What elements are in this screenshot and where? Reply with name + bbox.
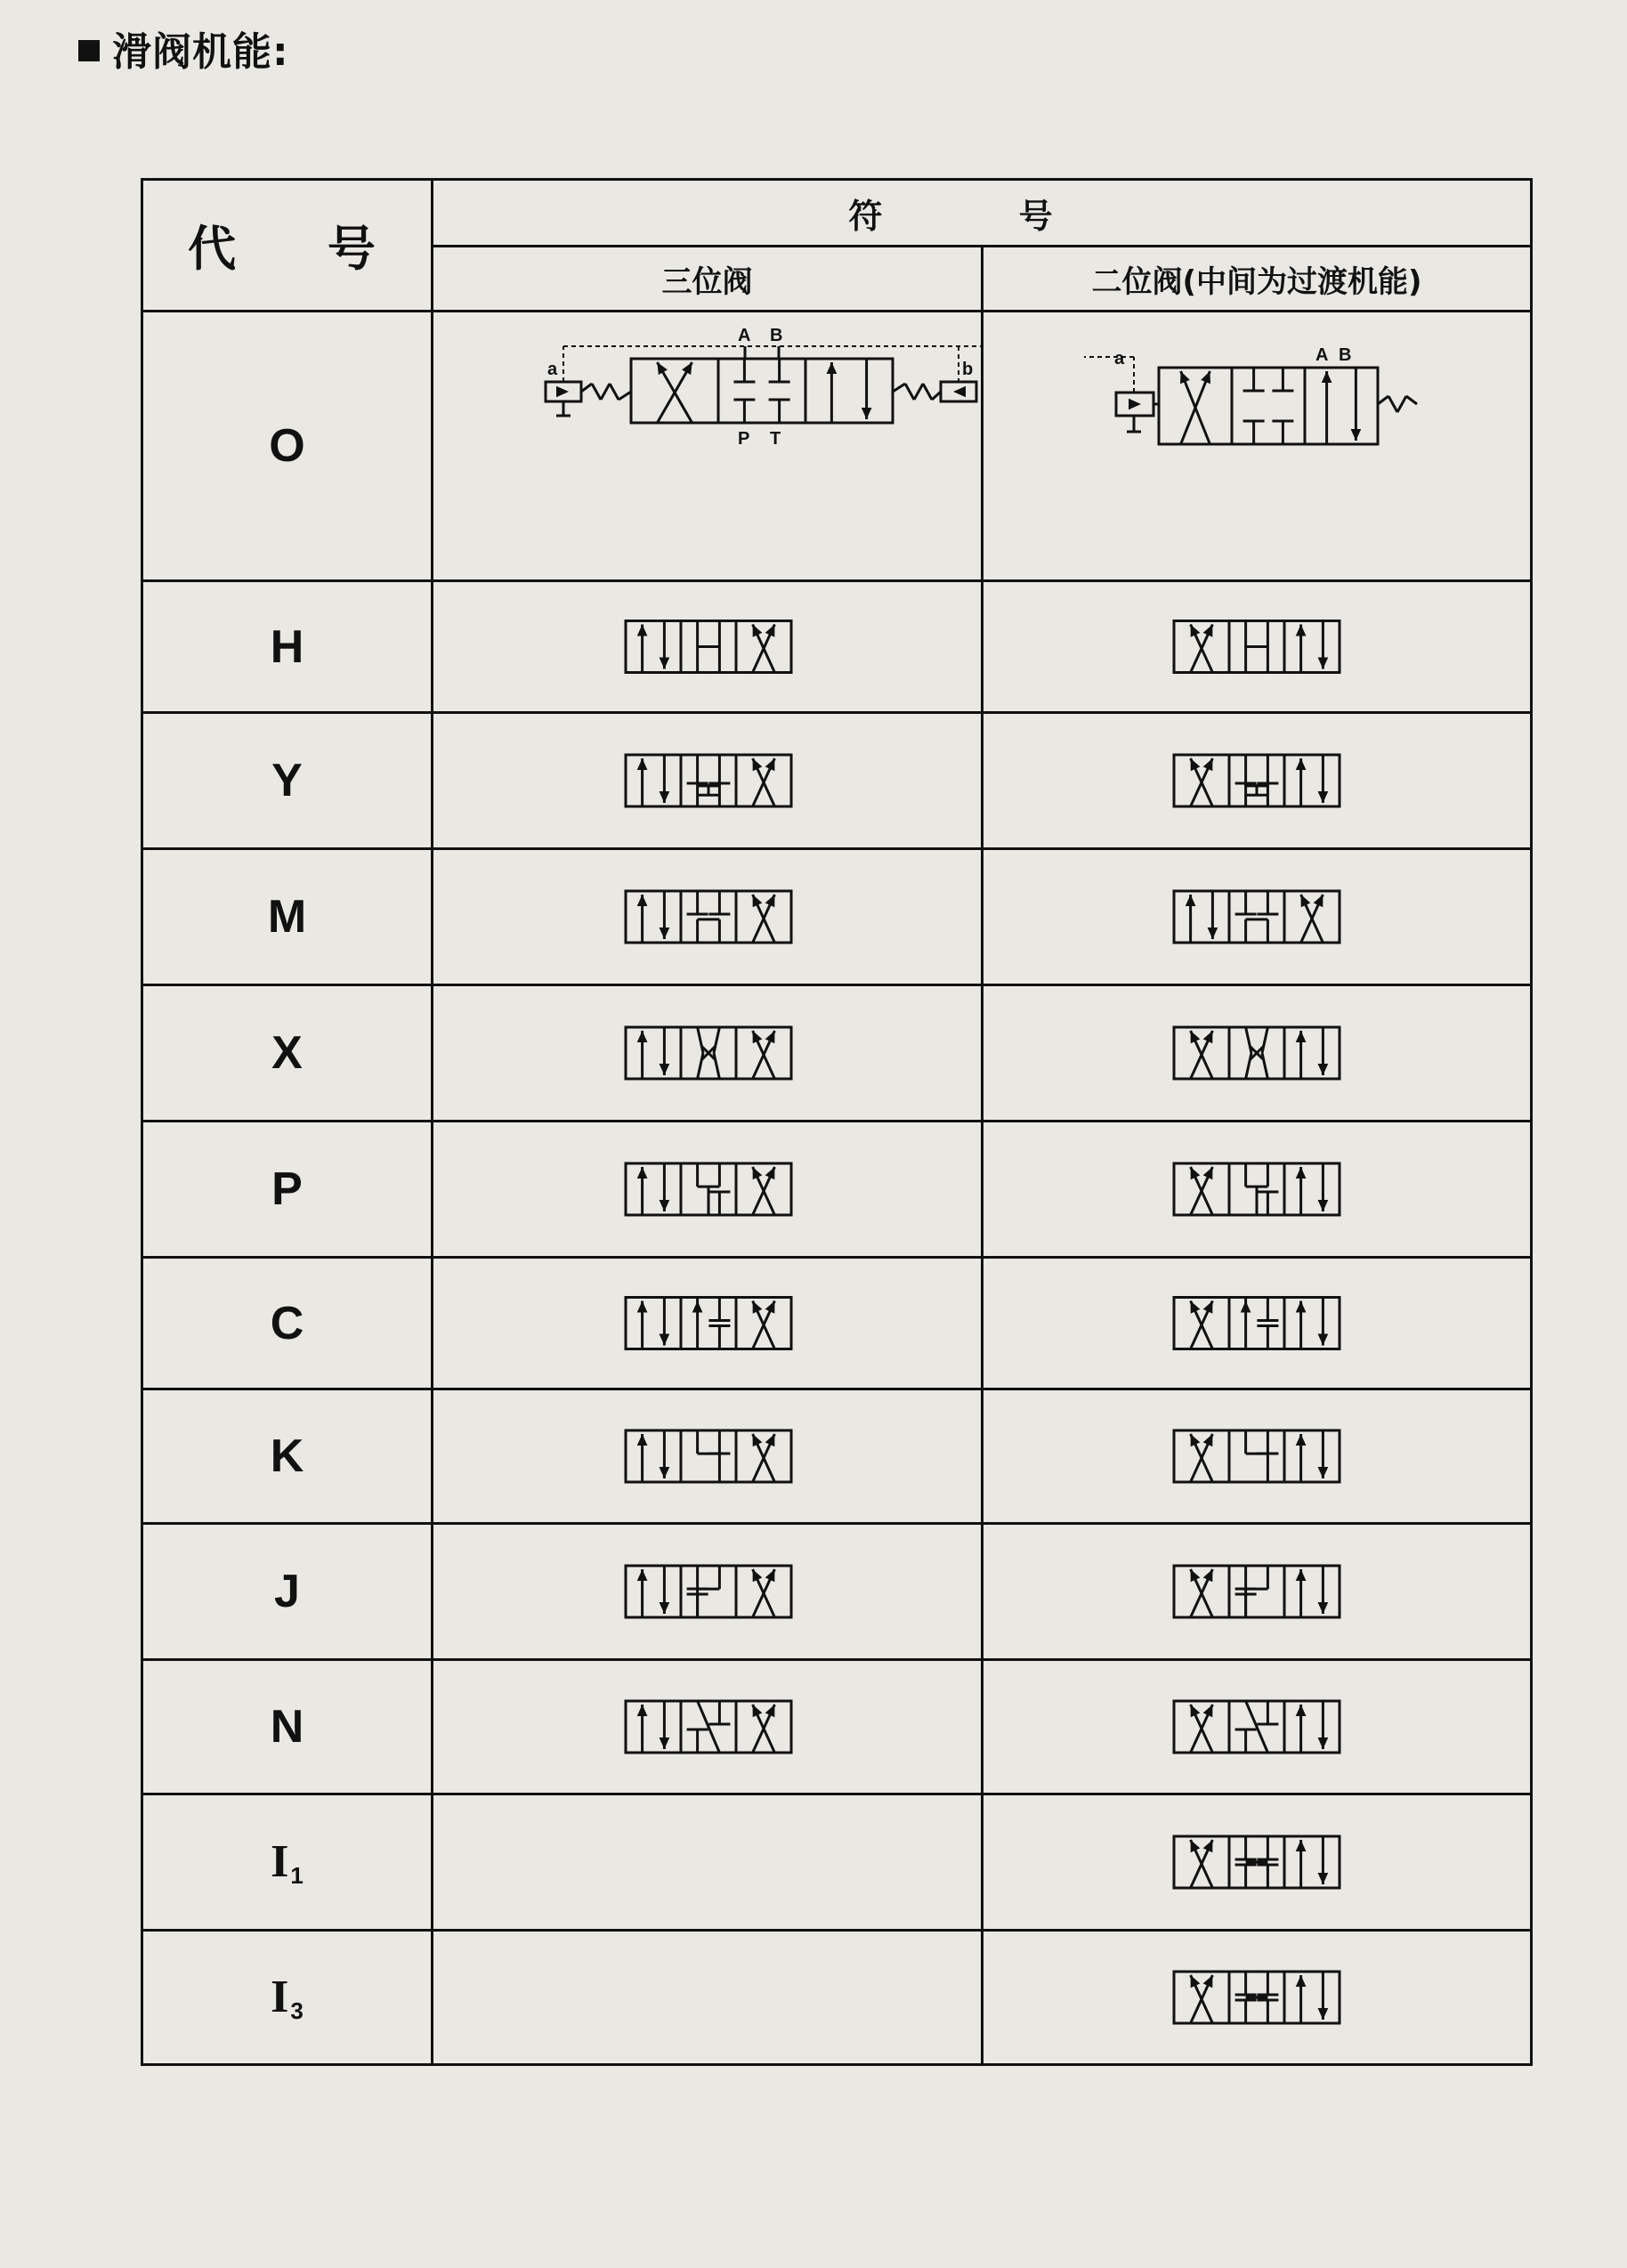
two-position-symbol	[983, 1660, 1532, 1794]
table-row	[142, 312, 1532, 581]
two-position-header: 二位阀(中间为过渡机能)	[983, 247, 1532, 312]
function-code: M	[142, 849, 433, 985]
port-label: A	[1315, 345, 1329, 365]
code-header: 代 号	[142, 180, 433, 312]
two-position-symbol	[983, 581, 1532, 713]
table-row	[142, 1660, 1532, 1794]
section-title: 滑阀机能:	[78, 20, 289, 77]
function-code: N	[142, 1660, 433, 1794]
function-code: $I_1$	[142, 1794, 433, 1931]
three-position-symbol	[433, 1389, 983, 1524]
valve-m-2pos-icon	[999, 850, 1515, 984]
three-position-symbol	[433, 1660, 983, 1794]
port-label: b	[962, 360, 974, 379]
valve-j-3pos-icon	[433, 1525, 983, 1658]
table-row	[142, 1931, 1532, 2065]
function-code: P	[142, 1122, 433, 1258]
function-code: O	[142, 312, 433, 581]
two-position-symbol	[983, 1931, 1532, 2065]
valve-p-2pos-icon	[999, 1122, 1515, 1256]
three-position-symbol	[433, 1122, 983, 1258]
valve-c-2pos-icon	[999, 1259, 1515, 1388]
port-label: a	[547, 360, 558, 379]
port-label: B	[1339, 345, 1352, 365]
two-position-symbol	[983, 312, 1532, 581]
valve-n-3pos-icon	[433, 1661, 983, 1793]
two-position-symbol	[983, 849, 1532, 985]
function-code: C	[142, 1258, 433, 1389]
valve-x-2pos-icon	[999, 986, 1515, 1120]
port-label: a	[1114, 349, 1125, 369]
table-row	[142, 1389, 1532, 1524]
three-position-symbol	[433, 1258, 983, 1389]
three-position-symbol	[433, 1524, 983, 1660]
two-position-symbol	[983, 1794, 1532, 1931]
function-code: H	[142, 581, 433, 713]
two-position-symbol	[983, 1524, 1532, 1660]
two-position-symbol	[983, 1122, 1532, 1258]
symbol-header: 符 号	[433, 180, 1532, 247]
valve-y-2pos-icon	[999, 714, 1515, 847]
table-row	[142, 713, 1532, 849]
port-label: P	[738, 429, 750, 449]
table-row	[142, 1122, 1532, 1258]
function-code: K	[142, 1389, 433, 1524]
valve-o-2pos-icon	[999, 312, 1515, 579]
three-position-symbol	[433, 713, 983, 849]
port-label: A	[738, 326, 751, 345]
valve-c-3pos-icon	[433, 1259, 983, 1388]
valve-h-2pos-icon	[999, 582, 1515, 711]
port-label: T	[770, 429, 781, 449]
function-code: Y	[142, 713, 433, 849]
valve-m-3pos-icon	[433, 850, 983, 984]
valve-i1-2pos-icon	[999, 1795, 1515, 1929]
two-position-symbol	[983, 713, 1532, 849]
three-position-symbol	[433, 581, 983, 713]
table-row	[142, 1258, 1532, 1389]
port-label: B	[770, 326, 783, 345]
table-row	[142, 985, 1532, 1122]
two-position-symbol	[983, 1258, 1532, 1389]
valve-i3-2pos-icon	[999, 1932, 1515, 2063]
function-code: X	[142, 985, 433, 1122]
table-row	[142, 849, 1532, 985]
three-position-symbol	[433, 312, 983, 581]
spool-function-table	[141, 178, 1533, 2066]
function-code: $I_3$	[142, 1931, 433, 2065]
valve-p-3pos-icon	[433, 1122, 983, 1256]
valve-y-3pos-icon	[433, 714, 983, 847]
three-position-symbol	[433, 1794, 983, 1931]
two-position-symbol	[983, 985, 1532, 1122]
two-position-symbol	[983, 1389, 1532, 1524]
valve-k-3pos-icon	[433, 1390, 983, 1522]
three-position-symbol	[433, 1931, 983, 2065]
three-position-symbol	[433, 849, 983, 985]
valve-j-2pos-icon	[999, 1525, 1515, 1658]
valve-h-3pos-icon	[433, 582, 983, 711]
square-bullet-icon	[78, 40, 100, 61]
three-position-symbol	[433, 985, 983, 1122]
valve-x-3pos-icon	[433, 986, 983, 1120]
valve-o-3pos-icon	[433, 312, 983, 579]
table-row	[142, 1524, 1532, 1660]
three-position-header: 三位阀	[433, 247, 983, 312]
valve-k-2pos-icon	[999, 1390, 1515, 1522]
valve-n-2pos-icon	[999, 1661, 1515, 1793]
table-row	[142, 581, 1532, 713]
function-code: J	[142, 1524, 433, 1660]
table-row	[142, 1794, 1532, 1931]
